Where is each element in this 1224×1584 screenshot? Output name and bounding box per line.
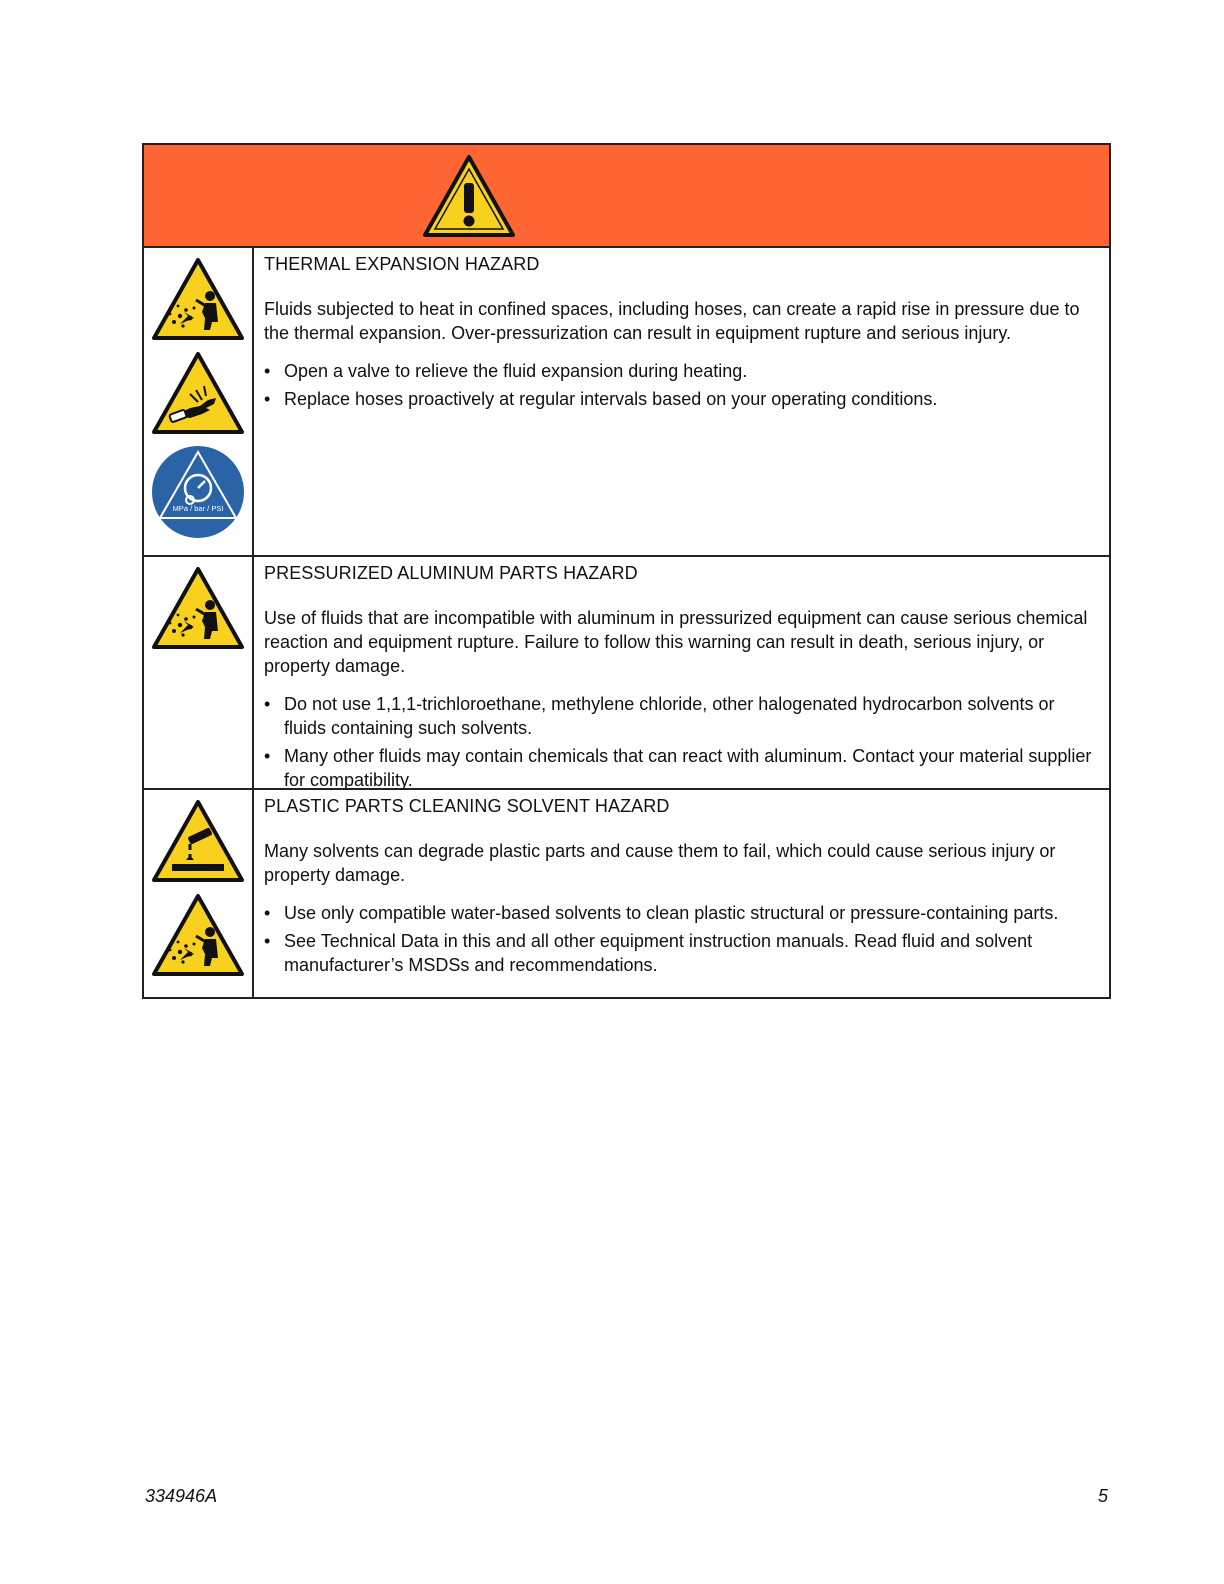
hazard-description: Fluids subjected to heat in confined spaces, including hoses, can create a rapid rise in pressure due to the thermal expansion. Over-pressurization can result in equipment rupture and serious injury.	[264, 299, 1080, 343]
hazard-bullets	[264, 901, 1100, 977]
hazard-bullets	[264, 359, 1100, 411]
hazard-bullets	[264, 692, 1100, 792]
skin-injection-hazard-icon	[150, 350, 246, 436]
page-number: 5	[1098, 1486, 1109, 1506]
pressure-gauge-icon	[150, 444, 246, 540]
gauge-label: MPa / bar / PSI	[172, 504, 224, 513]
list-item: • Many other fluids may contain chemicals that can react with aluminum. Contact your material supplier for compatibility.	[264, 746, 1092, 790]
hazard-description: Use of fluids that are incompatible with aluminum in pressurized equipment can cause serious chemical reaction and equipment rupture. Failure to follow this warning can result in death, serious injury, or property damage.	[264, 608, 1088, 676]
splash-hazard-icon	[150, 565, 246, 651]
hazard-title: PLASTIC PARTS CLEANING SOLVENT HAZARD	[264, 796, 670, 816]
list-item: • Open a valve to relieve the fluid expansion during heating.	[264, 361, 748, 381]
splash-hazard-icon	[150, 892, 246, 978]
list-item: • Use only compatible water-based solvents to clean plastic structural or pressure-containing parts.	[264, 903, 1059, 923]
hazard-table	[142, 143, 1111, 999]
hazard-icons	[144, 790, 254, 997]
hazard-icons	[144, 248, 254, 555]
hazard-icons	[144, 557, 254, 788]
list-item: • Do not use 1,1,1-trichloroethane, methylene chloride, other halogenated hydrocarbon solvents or fluids containing such solvents.	[264, 694, 1055, 738]
hazard-title: THERMAL EXPANSION HAZARD	[264, 254, 540, 274]
document-number: 334946A	[145, 1486, 218, 1506]
warning-header	[144, 145, 1109, 248]
hazard-row-plastic-parts-solvent	[144, 790, 1109, 997]
warning-icon-wrap	[414, 153, 524, 239]
hazard-row-thermal-expansion	[144, 248, 1109, 557]
hazard-text	[254, 557, 1109, 788]
hazard-title: PRESSURIZED ALUMINUM PARTS HAZARD	[264, 563, 638, 583]
corrosive-hazard-icon	[150, 798, 246, 884]
splash-hazard-icon	[150, 256, 246, 342]
hazard-row-pressurized-aluminum	[144, 557, 1109, 790]
list-item: • See Technical Data in this and all other equipment instruction manuals. Read fluid and solvent manufacturer’s MSDSs and recommendations.	[264, 931, 1033, 975]
technical-data-reference: Technical Data	[320, 931, 439, 951]
hazard-description: Many solvents can degrade plastic parts and cause them to fail, which could cause serious injury or property damage.	[264, 841, 1056, 885]
hazard-text	[254, 790, 1109, 997]
warning-exclamation-icon	[421, 153, 517, 239]
hazard-text	[254, 248, 1109, 555]
list-item: • Replace hoses proactively at regular intervals based on your operating conditions.	[264, 389, 938, 409]
